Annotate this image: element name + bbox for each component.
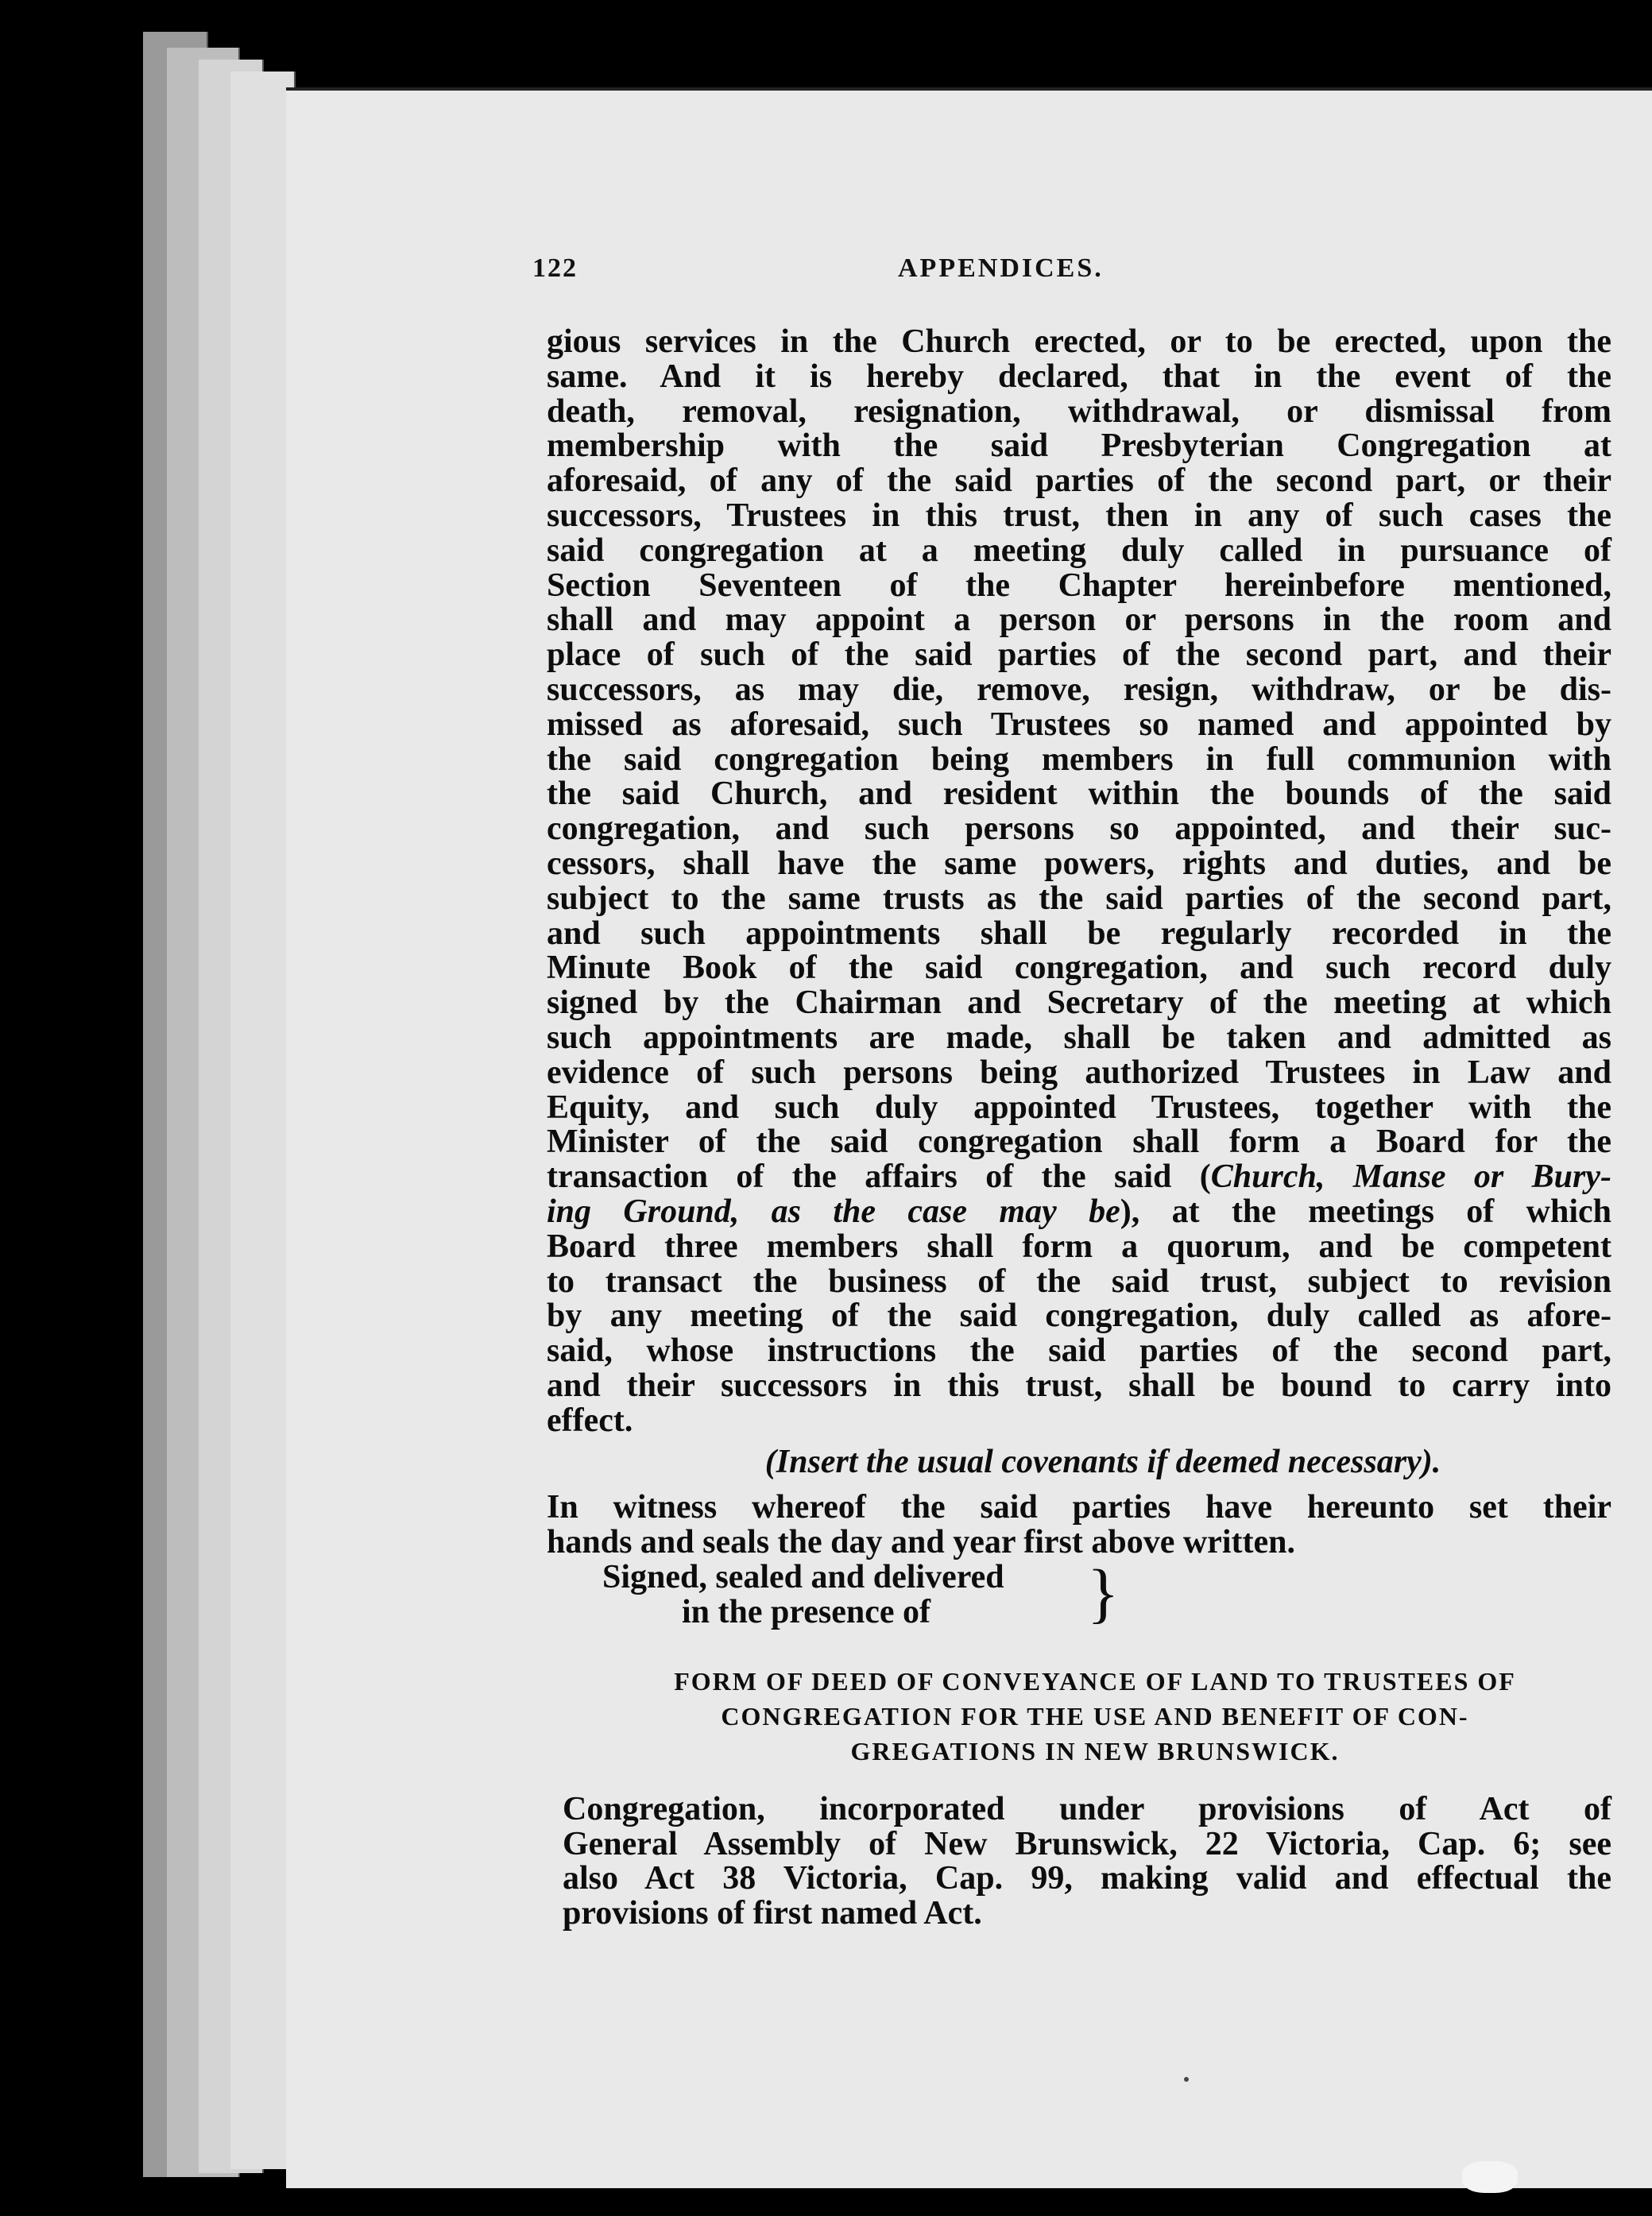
text-line: place of such of the said parties of the second part, and their (547, 636, 1611, 674)
text-line: Minute Book of the said congregation, and such record duly (547, 949, 1611, 987)
presence-line: in the presence of (682, 1593, 931, 1630)
body-text (547, 325, 1611, 1932)
text-line: by any meeting of the said congregation, duly called as afore- (547, 1298, 1611, 1335)
text-line: evidence of such persons being authorized Trustees in Law and (547, 1054, 1611, 1091)
text-line: gious services in the Church erected, or to be erected, upon the (547, 323, 1611, 360)
text-line: membership with the said Presbyterian Congregation at (547, 427, 1611, 465)
text-line (547, 1195, 1611, 1230)
text-line: successors, as may die, remove, resign, withdraw, or be dis- (547, 671, 1611, 708)
text-line: also Act 38 Victoria, Cap. 99, making valid and effectual the (563, 1860, 1611, 1897)
deed-paragraph (547, 325, 1611, 1439)
text-line: cessors, shall have the same powers, rights and duties, and be (547, 845, 1611, 882)
text-fragment: ), at the meetings of which (1120, 1193, 1612, 1230)
italic-fragment: Church, Manse or Bury- (1210, 1158, 1611, 1196)
brace-symbol: } (1087, 1556, 1120, 1630)
speck (1184, 2077, 1189, 2082)
text-line: Section Seventeen of the Chapter hereinbefore mentioned, (547, 567, 1611, 604)
text-fragment: transaction of the affairs of the said ( (547, 1158, 1211, 1196)
page-number: 122 (532, 253, 578, 283)
text-line: hands and seals the day and year first above written. (547, 1524, 1295, 1561)
text-line: such appointments are made, shall be taken and admitted as (547, 1019, 1611, 1056)
heading-line: CONGREGATION FOR THE USE AND BENEFIT OF CON- (721, 1701, 1469, 1731)
congregation-paragraph (547, 1790, 1611, 1932)
text-line: said congregation at a meeting duly called in pursuance of (547, 532, 1611, 569)
text-line: shall and may appoint a person or persons in the room and (547, 601, 1611, 639)
witness-clause (547, 1491, 1611, 1560)
text-line: subject to the same trusts as the said parties of the second part, (547, 880, 1611, 917)
text-line: said, whose instructions the said parties of the second part, (547, 1332, 1611, 1370)
text-line: the said Church, and resident within the bounds of the said (547, 775, 1611, 813)
text-line: missed as aforesaid, such Trustees so named and appointed by (547, 706, 1611, 743)
italic-fragment: ing Ground, as the case may be (547, 1193, 1120, 1230)
text-line: aforesaid, of any of the said parties of the second part, or their (547, 462, 1611, 500)
text-line: effect. (547, 1402, 633, 1439)
text-line: death, removal, resignation, withdrawal, or dismissal from (547, 393, 1611, 430)
text-line: and such appointments shall be regularly recorded in the (547, 915, 1611, 952)
text-line: Congregation, incorporated under provisions of Act of (563, 1790, 1611, 1827)
heading-line: GREGATIONS IN NEW BRUNSWICK. (850, 1736, 1340, 1765)
text-line: provisions of first named Act. (563, 1895, 982, 1932)
text-line: Minister of the said congregation shall form a Board for the (547, 1123, 1611, 1161)
heading-line: FORM OF DEED OF CONVEYANCE OF LAND TO TRUSTEES OF (674, 1666, 1516, 1696)
signature-block (547, 1556, 1611, 1632)
scan-blemish (1462, 2161, 1518, 2193)
text-line: congregation, and such persons so appointed, and their suc- (547, 810, 1611, 848)
text-line: successors, Trustees in this trust, then in any of such cases the (547, 497, 1611, 534)
text-line: Equity, and such duly appointed Trustees, together with the (547, 1089, 1611, 1126)
text-line: to transact the business of the said trust, subject to revision (547, 1263, 1611, 1300)
italic-note: (Insert the usual covenants if deemed necessary). (764, 1443, 1441, 1480)
text-line: In witness whereof the said parties have hereunto set their (547, 1489, 1611, 1526)
text-line: General Assembly of New Brunswick, 22 Victoria, Cap. 6; see (563, 1825, 1611, 1862)
text-line: signed by the Chairman and Secretary of the meeting at which (547, 984, 1611, 1022)
text-line (547, 1160, 1611, 1195)
text-line: same. And it is hereby declared, that in the event of the (547, 358, 1611, 395)
section-heading (547, 1664, 1611, 1769)
text-line: Board three members shall form a quorum, and be competent (547, 1228, 1611, 1265)
book-page (286, 87, 1652, 2188)
text-line: the said congregation being members in full communion with (547, 741, 1611, 778)
text-line: and their successors in this trust, shall be bound to carry into (547, 1367, 1611, 1404)
signed-line: Signed, sealed and delivered (602, 1558, 1004, 1595)
running-title: APPENDICES. (898, 253, 1104, 283)
